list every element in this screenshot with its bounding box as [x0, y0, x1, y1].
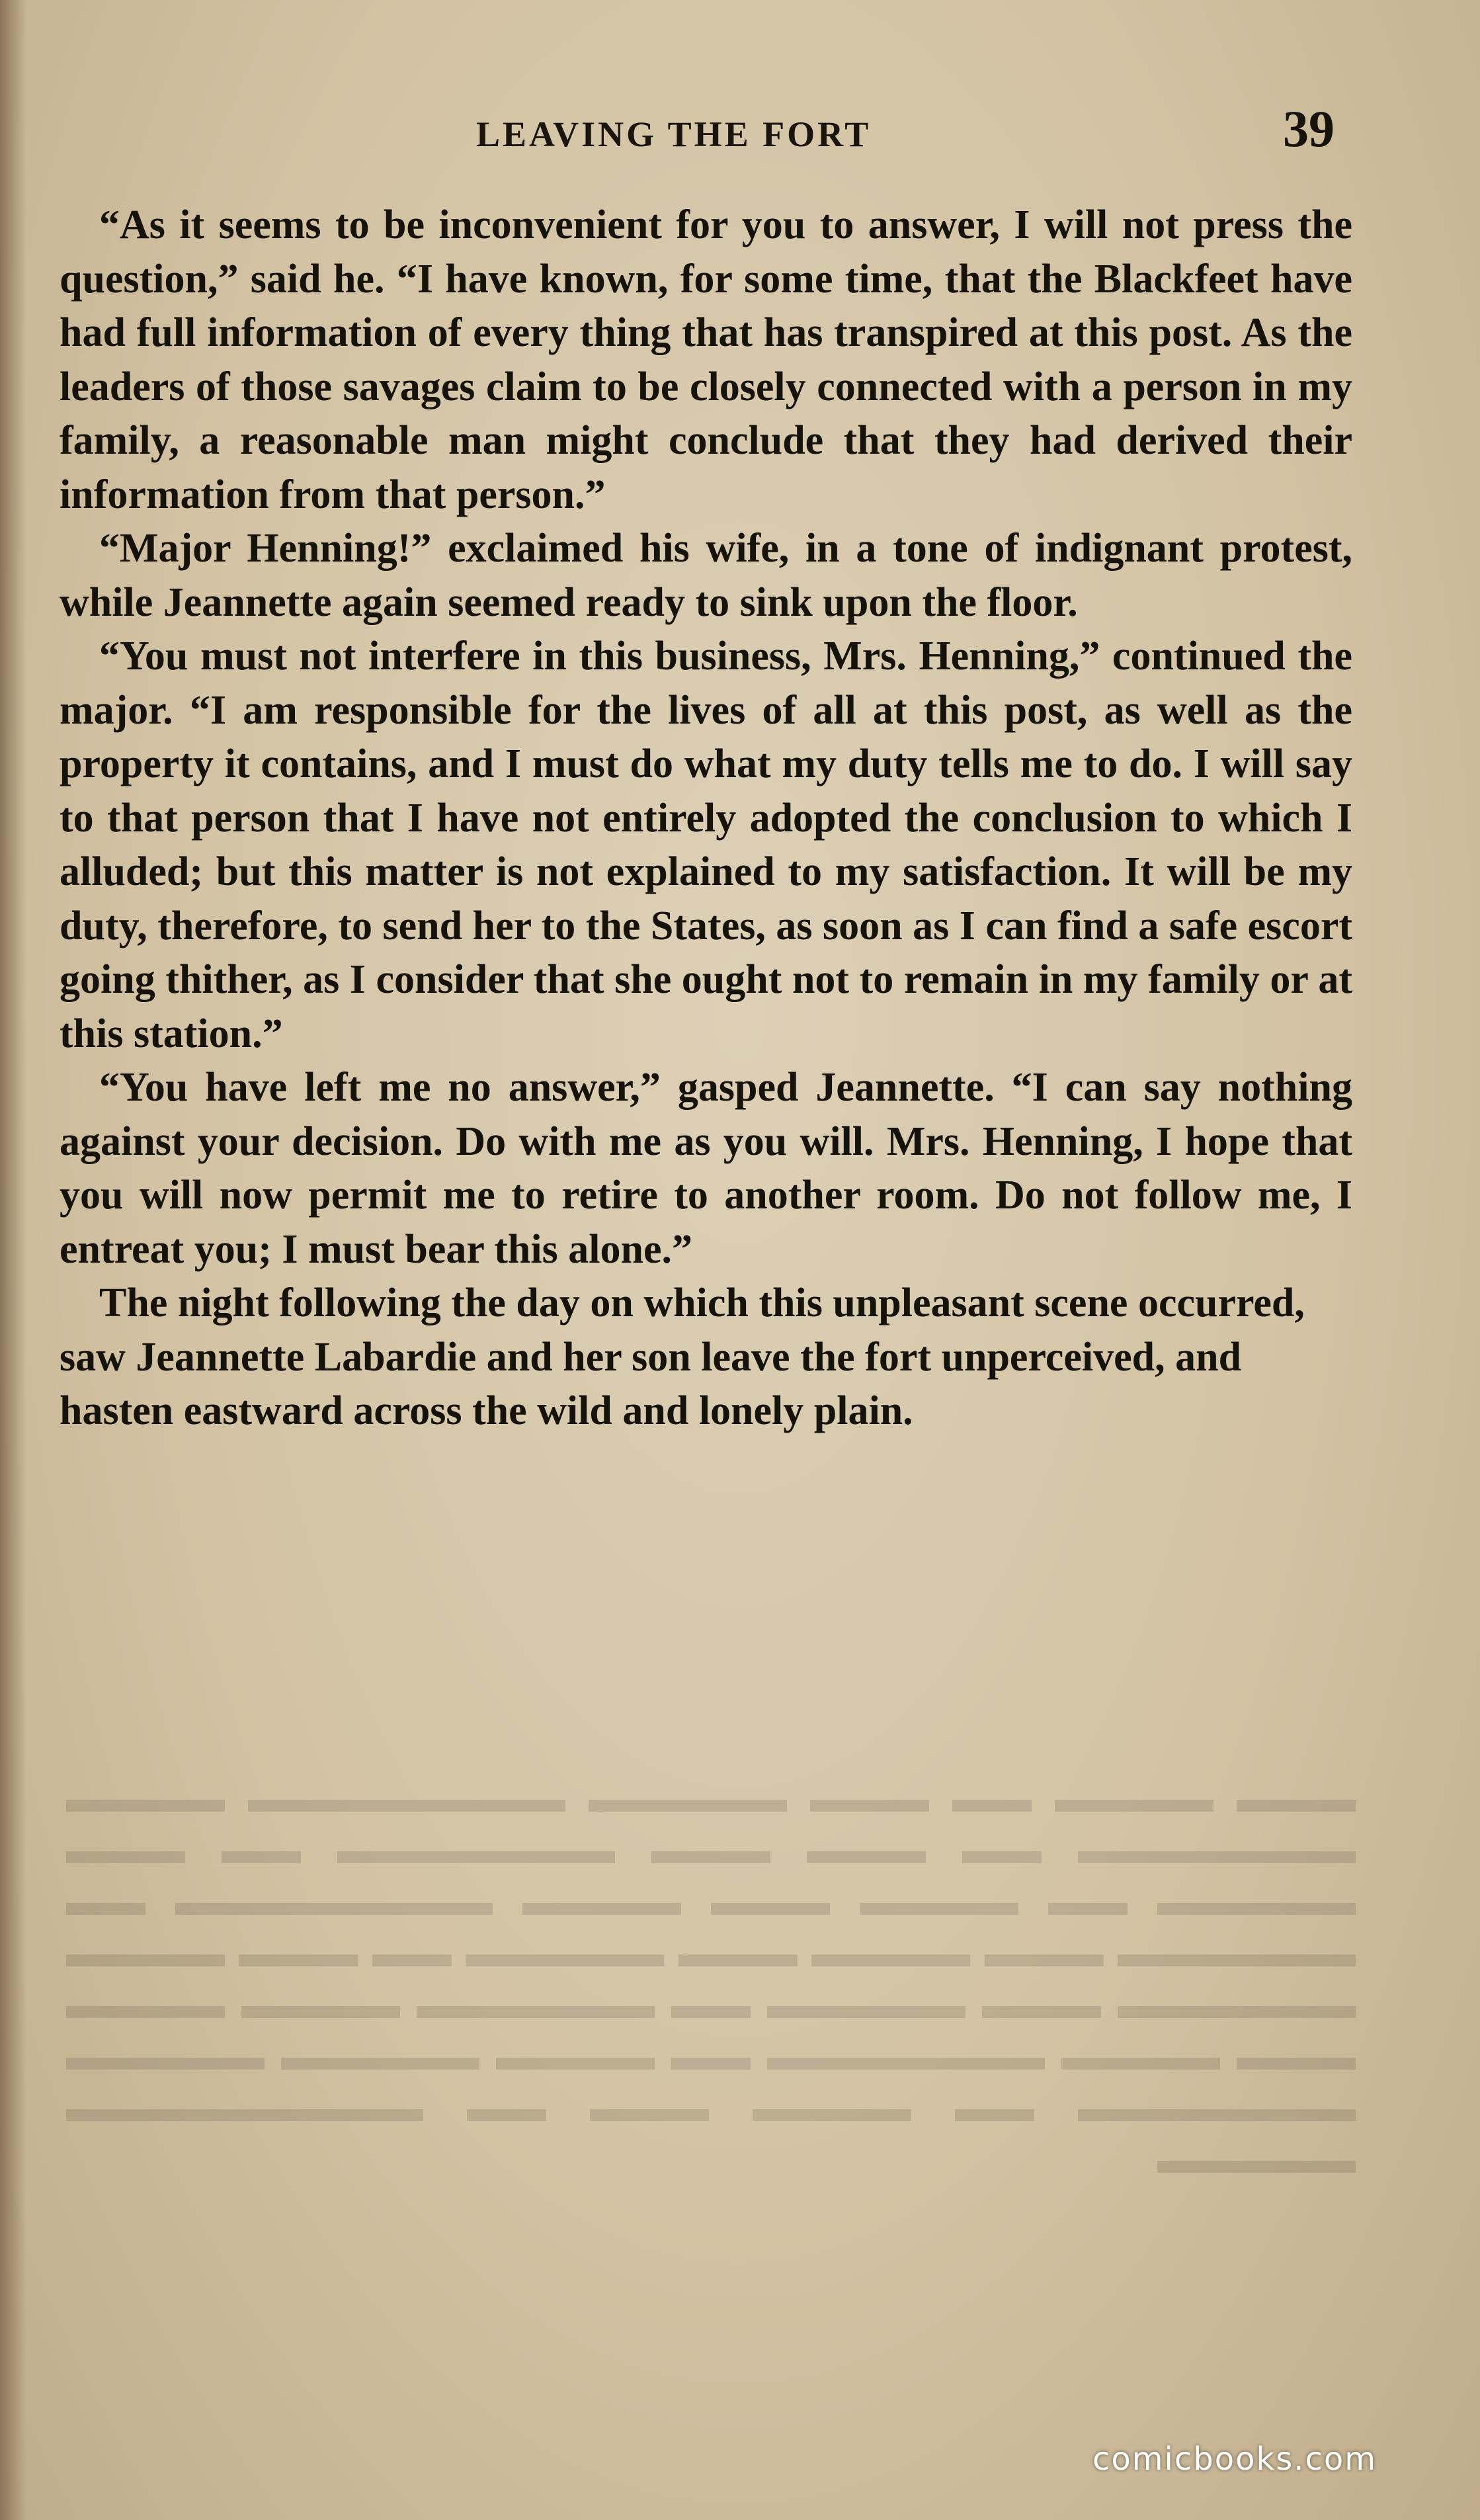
paragraph: “You have left me no answer,” gasped Jeannette. “I can say nothing against your decision. Do with me as you will. Mrs. Henning, I hope that you will now permit me to retire to another room. Do not follow me, I entreat you; I must bear this alone.” — [60, 1065, 1352, 1272]
paragraph: “Major Henning!” exclaimed his wife, in a tone of indignant protest, while Jeannette again seemed ready to sink upon the floor. — [60, 526, 1352, 625]
paragraph: “As it seems to be inconvenient for you to answer, I will not press the question,” said he. “I have known, for some time, that the Blackfeet have had full information of every thing that has transpired at this post. As the leaders of those savages claim to be closely connected with a person in my family, a reasonable man might conclude that they had derived their information from that person.” — [60, 202, 1352, 517]
paragraph: The night following the day on which this unpleasant scene occurred, saw Jeannette Labardie and her son leave the fort unperceived, and hasten eastward across the wild and lonely plain. — [60, 1281, 1305, 1433]
body-text — [60, 198, 1352, 1439]
running-head: LEAVING THE FORT — [476, 114, 872, 154]
paragraph: “You must not interfere in this business, Mrs. Henning,” continued the major. “I am responsible for the lives of all at this post, as well as the property it contains, and I must do what my duty tells me to do. I will say to that person that I have not entirely adopted the conclusion to which I alluded; but this matter is not explained to my satisfaction. It will be my duty, therefore, to send her to the States, as soon as I can find a safe escort going thither, as I consider that she ought not to remain in my family or at this station.” — [60, 634, 1352, 1056]
show-through-texture: ▬▬▬ ▬▬▬▬ ▬▬ ▬▬▬ ▬▬▬▬▬ ▬▬▬▬▬▬▬▬ ▬▬▬▬ ▬▬▬▬▬▬▬ ▬▬ ▬▬▬ ▬▬▬ ▬▬▬▬▬▬▬ ▬▬ ▬▬▬ ▬▬▬▬▬ ▬▬ ▬▬▬▬ ▬▬▬ ▬▬▬▬ ▬▬▬▬▬▬▬▬ ▬▬ ▬▬▬▬▬▬ ▬▬▬ ▬▬▬▬ ▬▬▬ ▬▬▬▬▬ ▬▬ ▬▬▬ ▬▬▬▬ ▬▬▬▬▬▬ ▬▬▬ ▬▬▬▬▬ ▬▬ ▬▬▬▬▬▬ ▬▬▬▬ ▬▬▬▬ ▬▬▬ ▬▬▬▬ ▬▬▬▬▬▬▬ ▬▬ ▬▬▬▬ ▬▬▬▬▬ ▬▬▬▬▬ ▬▬▬▬▬▬▬ ▬▬ ▬▬▬▬ ▬▬▬ ▬▬ ▬▬▬▬▬▬▬▬▬ ▬▬▬▬▬ — [66, 1777, 1356, 2181]
watermark: comicbooks.com — [1092, 2441, 1377, 2478]
page-gutter-shadow — [0, 0, 26, 2520]
page-header — [0, 99, 1480, 159]
page-number: 39 — [1283, 100, 1335, 157]
